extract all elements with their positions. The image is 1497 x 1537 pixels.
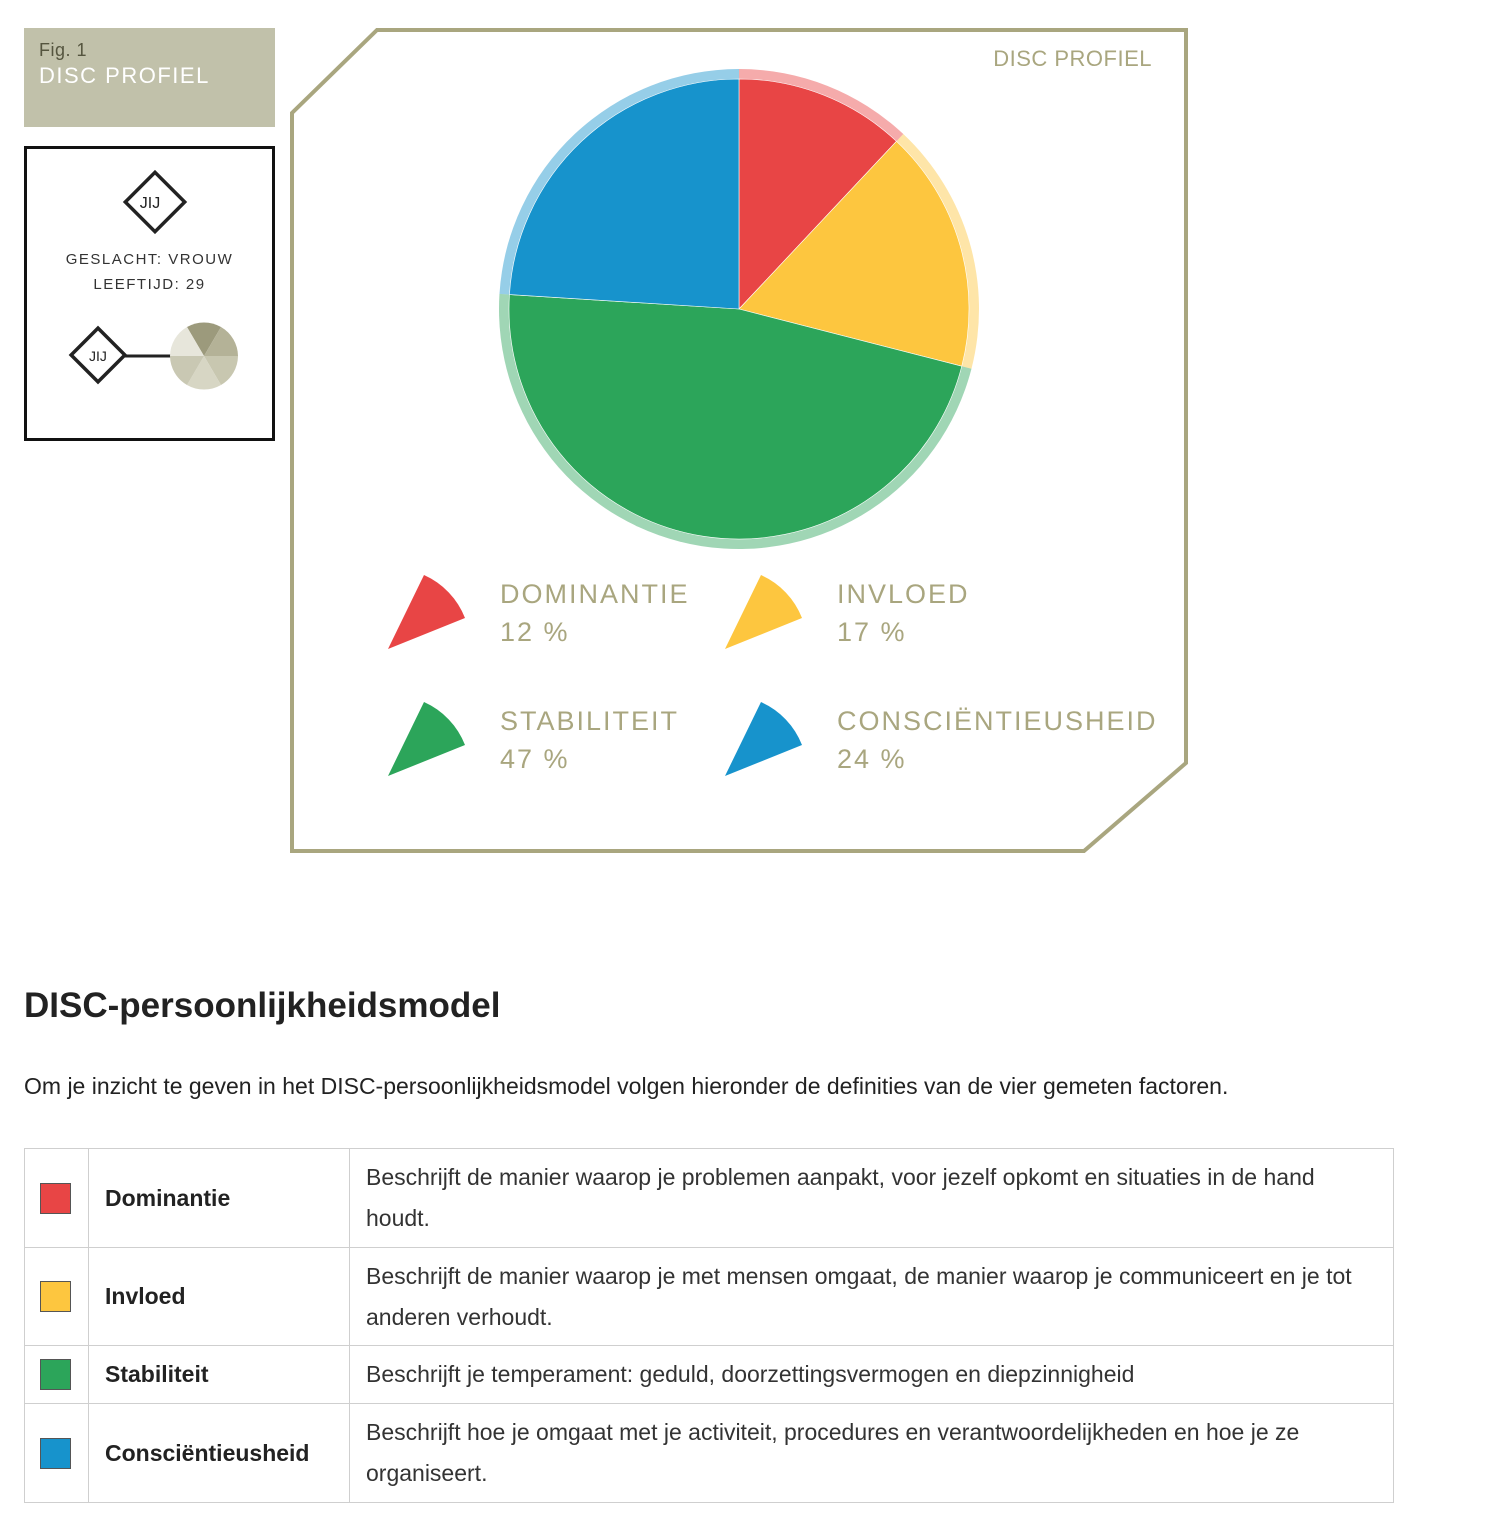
factor-description: Beschrijft de manier waarop je problemen aanpakt, voor jezelf opkomt en situaties in de hand houdt.	[350, 1149, 1394, 1248]
color-swatch	[40, 1359, 71, 1390]
color-swatch	[40, 1183, 71, 1214]
legend-swatch-conscientieusheid	[725, 702, 802, 776]
jij-badge-label: JIJ	[139, 195, 161, 212]
factor-description: Beschrijft de manier waarop je met mensen omgaat, de manier waarop je communiceert en je tot anderen verhoudt.	[350, 1248, 1394, 1346]
table-row	[25, 1149, 1394, 1248]
legend-value-dominantie: 12 %	[500, 617, 570, 647]
legend-value-stabiliteit: 47 %	[500, 744, 570, 774]
section-title: DISC-persoonlijkheidsmodel	[24, 986, 501, 1025]
factors-table	[24, 1148, 1394, 1503]
factor-name: Invloed	[89, 1248, 350, 1346]
chart-legend	[388, 575, 1158, 776]
legend-label-conscientieusheid: CONSCIËNTIEUSHEID	[837, 706, 1158, 736]
profile-gender: GESLACHT: VROUW	[65, 251, 234, 268]
factor-description: Beschrijft je temperament: geduld, doorzettingsvermogen en diepzinnigheid	[350, 1346, 1394, 1404]
pie-slice-conscientieusheid	[509, 79, 739, 309]
legend-label-invloed: INVLOED	[837, 579, 970, 609]
legend-value-invloed: 17 %	[837, 617, 907, 647]
legend-swatch-invloed	[725, 575, 802, 649]
panel-title: DISC PROFIEL	[993, 46, 1152, 71]
legend-label-dominantie: DOMINANTIE	[500, 579, 690, 609]
jij-small-badge-label: JIJ	[89, 348, 107, 364]
figure-number: Fig. 1	[39, 40, 88, 60]
table-row	[25, 1248, 1394, 1346]
color-swatch	[40, 1281, 71, 1312]
profile-age: LEEFTIJD: 29	[93, 276, 206, 293]
factor-name: Consciëntieusheid	[89, 1404, 350, 1503]
factor-name: Stabiliteit	[89, 1346, 350, 1404]
legend-swatch-dominantie	[388, 575, 465, 649]
figure-title: DISC PROFIEL	[39, 63, 210, 88]
factor-description: Beschrijft hoe je omgaat met je activiteit, procedures en verantwoordelijkheden en hoe je ze organiseert.	[350, 1404, 1394, 1503]
table-row	[25, 1346, 1394, 1404]
legend-label-stabiliteit: STABILITEIT	[500, 706, 680, 736]
table-row	[25, 1404, 1394, 1503]
pie-chart	[499, 69, 979, 549]
legend-value-conscientieusheid: 24 %	[837, 744, 907, 774]
color-swatch	[40, 1438, 71, 1469]
factor-name: Dominantie	[89, 1149, 350, 1248]
section-intro: Om je inzicht te geven in het DISC-persoonlijkheidsmodel volgen hieronder de definities van de vier gemeten factoren.	[24, 1073, 1229, 1099]
legend-swatch-stabiliteit	[388, 702, 465, 776]
